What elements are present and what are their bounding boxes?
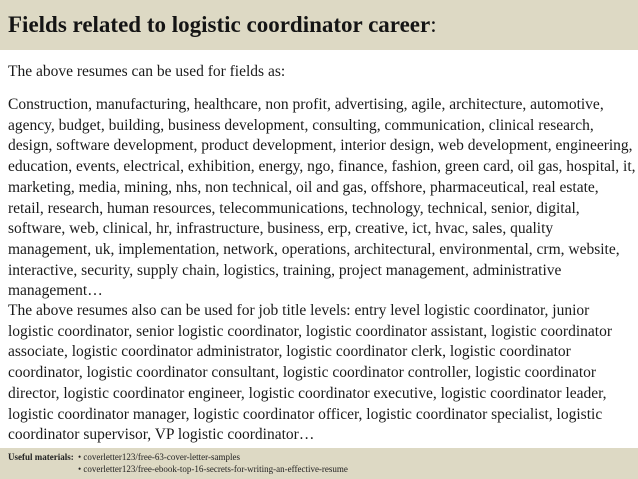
title-banner — [0, 0, 638, 50]
footer-banner — [0, 448, 638, 479]
page-title — [8, 12, 437, 38]
intro-text: The above resumes can be used for fields as: — [8, 63, 286, 80]
useful-materials-label: Useful materials: — [8, 452, 74, 462]
fields-paragraph: Construction, manufacturing, healthcare, non profit, advertising, agile, architecture, automotive, agency, budget, building, business development, consulting, communication, clinical research, design, software development, product development, interior design, web development, engineering, education, events, electrical, exhibition, energy, ngo, finance, fashion, green card, oil gas, hospital, it, marketing, media, mining, nhs, non technical, oil and gas, offshore, pharmaceutical, real estate, retail, research, human resources, telecommunications, technology, technical, senior, digital, software, web, clinical, hr, infrastructure, business, erp, creative, ict, hvac, sales, quality management, uk, implementation, network, operations, architectural, environmental, crm, website, interactive, security, supply chain, logistics, training, project management, administrative management… — [8, 96, 636, 300]
page-title-colon: : — [430, 12, 437, 37]
ebook-resume-secrets-link[interactable]: • coverletter123/free-ebook-top-16-secrets-for-writing-an-effective-resume — [78, 464, 348, 474]
cover-letter-samples-link[interactable]: • coverletter123/free-63-cover-letter-samples — [78, 452, 240, 462]
job-titles-paragraph: The above resumes also can be used for job title levels: entry level logistic coordinator, junior logistic coordinator, senior logistic coordinator, logistic coordinator assistant, logistic coordinator associate, logistic coordinator administrator, logistic coordinator clerk, logistic coordinator coordinator, logistic coordinator consultant, logistic coordinator controller, logistic coordinator director, logistic coordinator engineer, logistic coordinator executive, logistic coordinator leader, logistic coordinator manager, logistic coordinator officer, logistic coordinator specialist, logistic coordinator supervisor, VP logistic coordinator… — [8, 302, 612, 444]
page-title-text: Fields related to logistic coordinator career — [8, 12, 431, 37]
